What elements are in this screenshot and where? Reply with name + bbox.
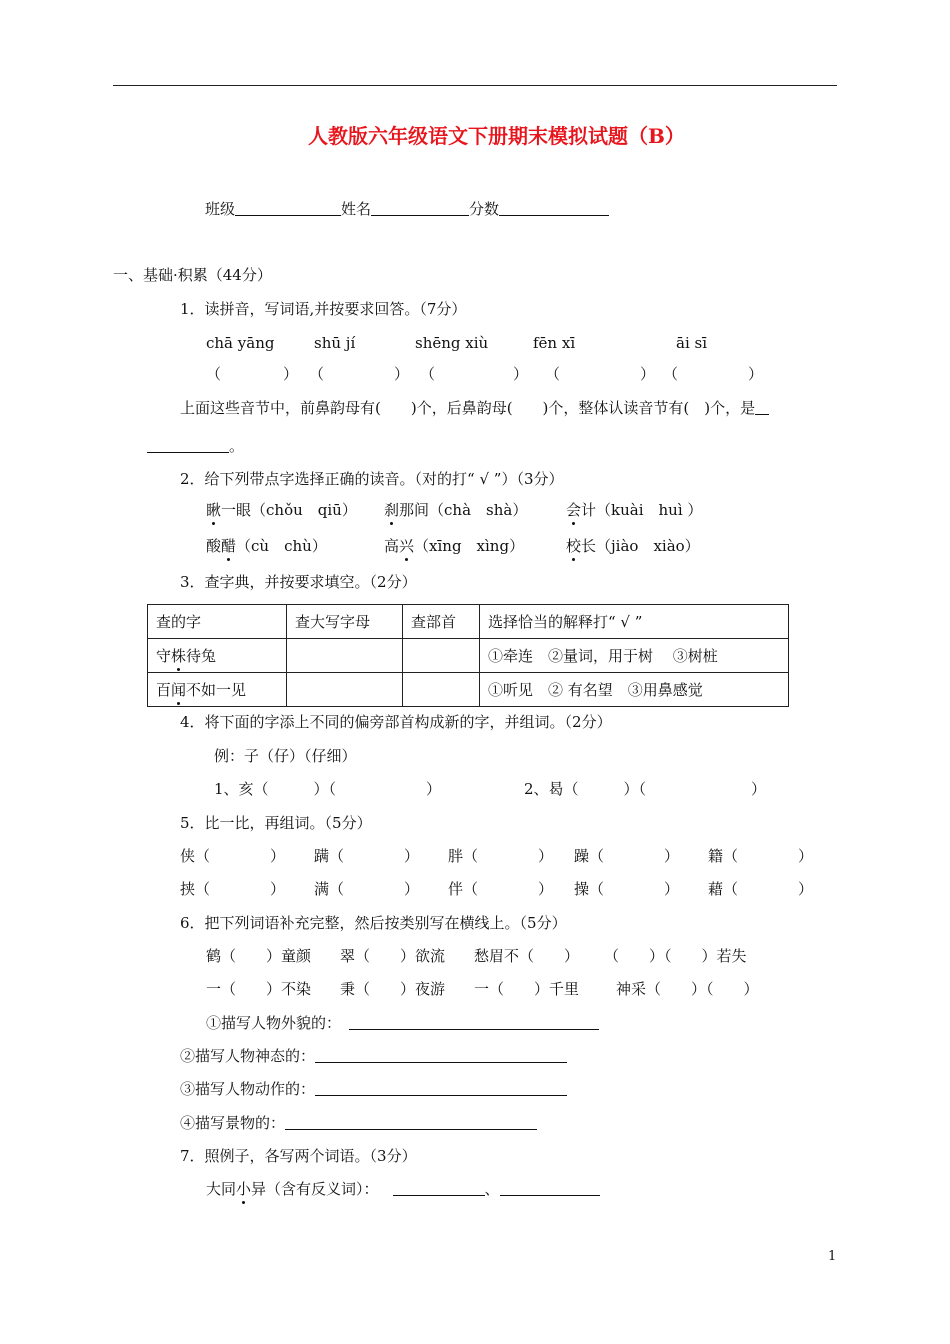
answer-bracket-4[interactable]: （ ） (545, 365, 656, 383)
q6-idiom[interactable]: 愁眉不（ ） (474, 947, 580, 965)
q6-idiom[interactable]: 鹤（ ）童颜 (206, 947, 312, 965)
q2-item: 刹那间（chà shà） (384, 501, 528, 519)
q6-idiom[interactable]: 神采（ ）（ ） (616, 980, 759, 998)
q2-prompt: 2．给下列带点字选择正确的读音。（对的打“ √ ”）（3分） (180, 470, 564, 488)
pinyin-5: āi sī (676, 334, 708, 352)
table-cell: 百闻不如一见 (148, 673, 287, 707)
q5-item[interactable]: 侠（ ） (180, 847, 286, 865)
q1-prompt: 1．读拼音，写词语,并按要求回答。（7分） (180, 300, 467, 318)
q5-prompt: 5．比一比，再组词。（5分） (180, 814, 372, 832)
table-answer-cell[interactable] (403, 673, 480, 707)
q7-answer-field-1[interactable] (393, 1179, 485, 1196)
student-info-line (205, 199, 609, 219)
q4-example: 例：子（仔）（仔细） (214, 747, 357, 765)
q1-question-line: 上面这些音节中，前鼻韵母有( )个，后鼻韵母( )个，整体认读音节有( )个，是 (180, 398, 769, 418)
name-label: 姓名 (341, 200, 372, 218)
q6-category-3: ③描写人物动作的： (180, 1079, 567, 1099)
table-header: 查大写字母 (287, 605, 403, 639)
q5-item[interactable]: 胖（ ） (448, 847, 554, 865)
q1-answer-field-a[interactable] (755, 398, 769, 415)
q7-example-line: 大同小异（含有反义词）： 、 (206, 1179, 600, 1199)
q2-item: 高兴（xīng xìng） (384, 537, 525, 555)
category-answer-field[interactable] (285, 1113, 537, 1130)
q6-idiom[interactable]: 一（ ）千里 (474, 980, 580, 998)
q2-item: 瞅一眼（chǒu qiū） (206, 501, 357, 519)
q4-prompt: 4．将下面的字添上不同的偏旁部首构成新的字，并组词。（2分） (180, 713, 612, 731)
q2-item: 酸醋（cù chù） (206, 537, 327, 555)
q5-item[interactable]: 挟（ ） (180, 880, 286, 898)
q6-idiom[interactable]: 一（ ）不染 (206, 980, 312, 998)
category-answer-field[interactable] (349, 1013, 599, 1030)
q6-category-4: ④描写景物的： (180, 1113, 537, 1133)
q2-item: 校长（jiào xiào） (566, 537, 700, 555)
q5-item[interactable]: 操（ ） (574, 880, 680, 898)
q6-prompt: 6．把下列词语补充完整，然后按类别写在横线上。（5分） (180, 914, 567, 932)
name-field[interactable] (371, 199, 469, 216)
score-field[interactable] (499, 199, 609, 216)
q6-category-2: ②描写人物神态的： (180, 1046, 567, 1066)
table-cell: 守株待兔 (148, 639, 287, 673)
q6-idiom[interactable]: 翠（ ）欲流 (340, 947, 446, 965)
table-row (148, 639, 789, 673)
q7-answer-field-2[interactable] (500, 1179, 600, 1196)
q6-idiom[interactable]: 秉（ ）夜游 (340, 980, 446, 998)
header-rule (113, 85, 837, 86)
pinyin-3: shēng xiù (415, 334, 489, 352)
table-answer-cell[interactable] (403, 639, 480, 673)
section-heading: 一、基础·积累（44分） (113, 266, 272, 284)
q4-item-2[interactable]: 2、曷（ ）（ ） (524, 780, 767, 798)
table-header-row (148, 605, 789, 639)
dictionary-table (147, 604, 789, 707)
q5-item[interactable]: 伴（ ） (448, 880, 554, 898)
answer-bracket-5[interactable]: （ ） (663, 365, 764, 383)
q5-item[interactable]: 藉（ ） (708, 880, 814, 898)
category-answer-field[interactable] (315, 1079, 567, 1096)
q6-category-1: ①描写人物外貌的： (206, 1013, 599, 1033)
q6-idiom[interactable]: （ ）（ ）若失 (604, 947, 747, 965)
table-cell: ①听见 ② 有名望 ③用鼻感觉 (480, 673, 789, 707)
table-cell: ①牵连 ②量词，用于树 ③树桩 (480, 639, 789, 673)
answer-bracket-2[interactable]: （ ） (309, 365, 410, 383)
pinyin-1: chā yāng (206, 334, 275, 352)
pinyin-4: fēn xī (533, 334, 576, 352)
table-answer-cell[interactable] (287, 639, 403, 673)
table-row (148, 673, 789, 707)
q7-prompt: 7．照例子，各写两个词语。（3分） (180, 1147, 417, 1165)
answer-bracket-3[interactable]: （ ） (420, 365, 529, 383)
q1-answer-field-b[interactable] (147, 436, 229, 453)
q5-item[interactable]: 满（ ） (314, 880, 420, 898)
q1-answer-continuation: 。 (147, 436, 244, 456)
class-field[interactable] (235, 199, 341, 216)
page-number: 1 (828, 1249, 837, 1264)
category-answer-field[interactable] (315, 1046, 567, 1063)
q5-item[interactable]: 躁（ ） (574, 847, 680, 865)
page-title: 人教版六年级语文下册期末模拟试题（B） (308, 124, 685, 148)
table-header: 选择恰当的解释打“ √ ” (480, 605, 789, 639)
class-label: 班级 (205, 200, 236, 218)
q5-item[interactable]: 蹒（ ） (314, 847, 420, 865)
score-label: 分数 (469, 200, 500, 218)
q2-item: 会计（kuài huì ） (566, 501, 703, 519)
pinyin-2: shū jí (314, 334, 356, 352)
q5-item[interactable]: 籍（ ） (708, 847, 814, 865)
table-header: 查的字 (148, 605, 287, 639)
answer-bracket-1[interactable]: （ ） (206, 365, 299, 383)
table-header: 查部首 (403, 605, 480, 639)
q4-item-1[interactable]: 1、亥（ ）（ ） (214, 780, 442, 798)
table-answer-cell[interactable] (287, 673, 403, 707)
q3-prompt: 3．查字典，并按要求填空。（2分） (180, 573, 417, 591)
